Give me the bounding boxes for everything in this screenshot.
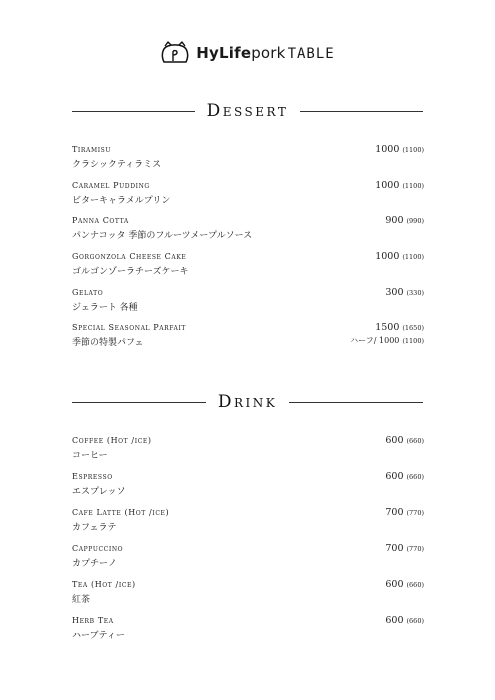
item-name-jp: クラシックティラミス bbox=[72, 160, 162, 170]
item-name-en: Gelato bbox=[72, 288, 104, 297]
menu-item bbox=[72, 580, 424, 610]
menu-item bbox=[72, 616, 424, 646]
item-name-en: Herb Tea bbox=[72, 616, 114, 625]
item-name-jp: コーヒー bbox=[72, 451, 108, 461]
item-price: 900 (990) bbox=[385, 215, 424, 226]
menu-item bbox=[72, 181, 424, 211]
item-name-en: Espresso bbox=[72, 472, 113, 481]
menu-item bbox=[72, 145, 424, 175]
section-title-dessert: Dessert bbox=[206, 101, 289, 121]
menu-item bbox=[72, 216, 424, 246]
divider-left bbox=[72, 111, 195, 112]
item-name-jp: カフェラテ bbox=[72, 523, 117, 533]
divider-right bbox=[289, 402, 423, 403]
item-name-en: Gorgonzola Cheese Cake bbox=[72, 252, 187, 261]
item-name-en: Cafe Latte (Hot /ice) bbox=[72, 508, 170, 517]
brand-logo bbox=[0, 40, 495, 66]
item-name-jp: ゴルゴンゾーラチーズケーキ bbox=[72, 267, 189, 277]
item-name-en: Tea (Hot /ice) bbox=[72, 580, 136, 589]
item-name-jp: 紅茶 bbox=[72, 595, 91, 605]
item-price: 600 (660) bbox=[385, 579, 424, 590]
menu-item bbox=[72, 508, 424, 538]
item-price: 600 (660) bbox=[385, 471, 424, 482]
item-price: 600 (660) bbox=[385, 615, 424, 626]
menu-item bbox=[72, 252, 424, 282]
item-price: 300 (330) bbox=[385, 287, 424, 298]
item-name-jp: パンナコッタ 季節のフルーツメープルソース bbox=[72, 231, 253, 241]
item-price-half: ハーフ/ 1000 (1100) bbox=[350, 336, 424, 345]
menu-item bbox=[72, 288, 424, 318]
item-name-en: Caramel Pudding bbox=[72, 181, 150, 190]
brand-name: HyLifepork TABLE bbox=[196, 43, 335, 62]
menu-item bbox=[72, 436, 424, 466]
item-price: 1500 (1650) bbox=[375, 322, 424, 333]
item-price: 1000 (1100) bbox=[375, 251, 424, 262]
item-name-jp: ビターキャラメルプリン bbox=[72, 196, 171, 206]
drink-heading bbox=[72, 392, 423, 412]
item-name-jp: ジェラート 各種 bbox=[72, 303, 138, 313]
item-price: 600 (660) bbox=[385, 435, 424, 446]
item-name-jp: エスプレッソ bbox=[72, 487, 126, 497]
item-name-en: Special Seasonal Parfait bbox=[72, 323, 187, 332]
menu-item bbox=[72, 544, 424, 574]
item-price: 1000 (1100) bbox=[375, 180, 424, 191]
item-name-jp: カプチーノ bbox=[72, 559, 117, 569]
item-price: 1000 (1100) bbox=[375, 144, 424, 155]
section-title-drink: Drink bbox=[217, 392, 278, 412]
item-name-en: Panna Cotta bbox=[72, 216, 129, 225]
item-name-jp: ハーブティー bbox=[72, 631, 125, 641]
item-name-jp: 季節の特製パフェ bbox=[72, 338, 144, 348]
menu-item bbox=[72, 472, 424, 502]
item-name-en: Tiramisu bbox=[72, 145, 112, 154]
item-price: 700 (770) bbox=[385, 507, 424, 518]
divider-left bbox=[72, 402, 206, 403]
item-price: 700 (770) bbox=[385, 543, 424, 554]
divider-right bbox=[300, 111, 423, 112]
menu-item bbox=[72, 323, 424, 353]
item-name-en: Coffee (Hot /ice) bbox=[72, 436, 152, 445]
pig-logo-icon bbox=[160, 40, 190, 66]
dessert-heading bbox=[72, 101, 423, 121]
item-name-en: Cappuccino bbox=[72, 544, 124, 553]
